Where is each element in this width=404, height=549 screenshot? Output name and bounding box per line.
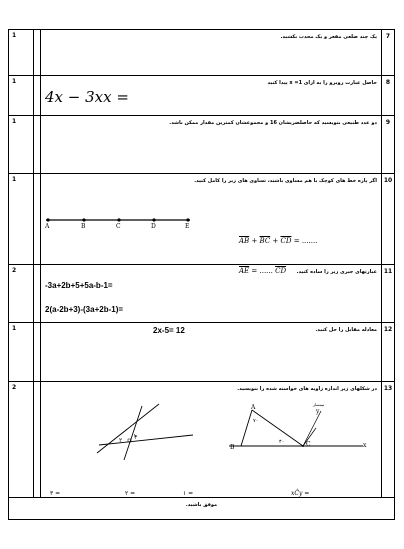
question-text: اگر پاره خط های کوچک با هم مساوی باشند، تساوی های زیر را کامل کنید. bbox=[194, 178, 377, 184]
score-cell: 1 bbox=[9, 116, 34, 173]
point-label-b: B bbox=[81, 223, 86, 230]
vertex-a: A bbox=[251, 404, 256, 411]
angle-70: ۷۰ bbox=[253, 418, 259, 424]
question-row-8 bbox=[9, 76, 394, 116]
expression: 4x − 3xx = bbox=[45, 88, 129, 106]
expression-2: 2(a-2b+3)-(3a+2b-1)= bbox=[45, 305, 124, 314]
expression-1: -3a+2b+5+5a-b-1= bbox=[45, 281, 113, 290]
ray-x: x bbox=[363, 442, 367, 449]
angle-label-3: ۳ bbox=[134, 434, 138, 441]
angle-answer-3: ۳ = bbox=[50, 490, 61, 497]
question-text: عبارتهای جبری زیر را ساده کنید. bbox=[296, 269, 377, 275]
question-number: 10 bbox=[381, 174, 394, 264]
question-text: در شکلهای زیر اندازه زاویه های خواسته شده را بنویسید. bbox=[237, 386, 377, 392]
angle-answer-2: ۲ = bbox=[125, 490, 136, 497]
segment-equation-1: $\overline{AB} + \overline{BC} + \overline{CD}$ = ....... bbox=[239, 237, 318, 245]
triangle-figure bbox=[219, 406, 369, 458]
footer-message: موفق باشید. bbox=[185, 502, 218, 508]
question-text: یک چند ضلعی مقعر و یک محدب بکشید. bbox=[280, 34, 377, 40]
vertex-c: C bbox=[306, 441, 311, 448]
score-cell: 2 bbox=[9, 265, 34, 322]
question-number: 7 bbox=[381, 30, 394, 75]
exam-sheet bbox=[8, 29, 395, 520]
question-number: 9 bbox=[381, 116, 394, 173]
intersecting-lines-figure bbox=[87, 402, 197, 462]
score-cell: 1 bbox=[9, 174, 34, 264]
question-number: 11 bbox=[381, 265, 394, 322]
score-cell: 1 bbox=[9, 30, 34, 75]
point-label-c: C bbox=[116, 223, 121, 230]
angle-answer-1: ۱ = bbox=[183, 490, 194, 497]
point-label-e: E bbox=[185, 223, 190, 230]
bisector-label: نیمساز bbox=[313, 402, 325, 407]
segment-equation-2: $\overline{AE}$ = ...... $\overline{CD}$ bbox=[239, 267, 287, 275]
score-cell: 1 bbox=[9, 323, 34, 381]
question-row-11 bbox=[9, 265, 394, 323]
question-number: 8 bbox=[381, 76, 394, 115]
question-number: 13 bbox=[381, 382, 394, 497]
question-row-7 bbox=[9, 30, 394, 76]
score-cell: 2 bbox=[9, 382, 34, 497]
question-text: دو عدد طبیعی بنویسید که حاصلضربشان 16 و مجموعشان کمترین مقدار ممکن باشد. bbox=[169, 120, 377, 126]
vertex-b: B bbox=[230, 444, 235, 451]
question-row-12 bbox=[9, 323, 394, 382]
question-row-13 bbox=[9, 382, 394, 498]
angle-40: ۴۰ bbox=[279, 439, 285, 445]
point-label-a: A bbox=[45, 223, 50, 230]
question-row-9 bbox=[9, 116, 394, 174]
question-number: 12 bbox=[381, 323, 394, 381]
angle-answer-xcy: xĈy = bbox=[291, 490, 310, 497]
point-label-d: D bbox=[151, 223, 156, 230]
angle-label-2: ۲ bbox=[119, 437, 123, 444]
score-cell: 1 bbox=[9, 76, 34, 115]
ray-y: y bbox=[316, 408, 320, 415]
question-text: حاصل عبارت روبرو را به ازای 1= x پیدا کنید bbox=[267, 80, 377, 86]
equation: 2x-5= 12 bbox=[153, 326, 185, 335]
question-text: معادله مقابل را حل کنید. bbox=[315, 327, 377, 333]
